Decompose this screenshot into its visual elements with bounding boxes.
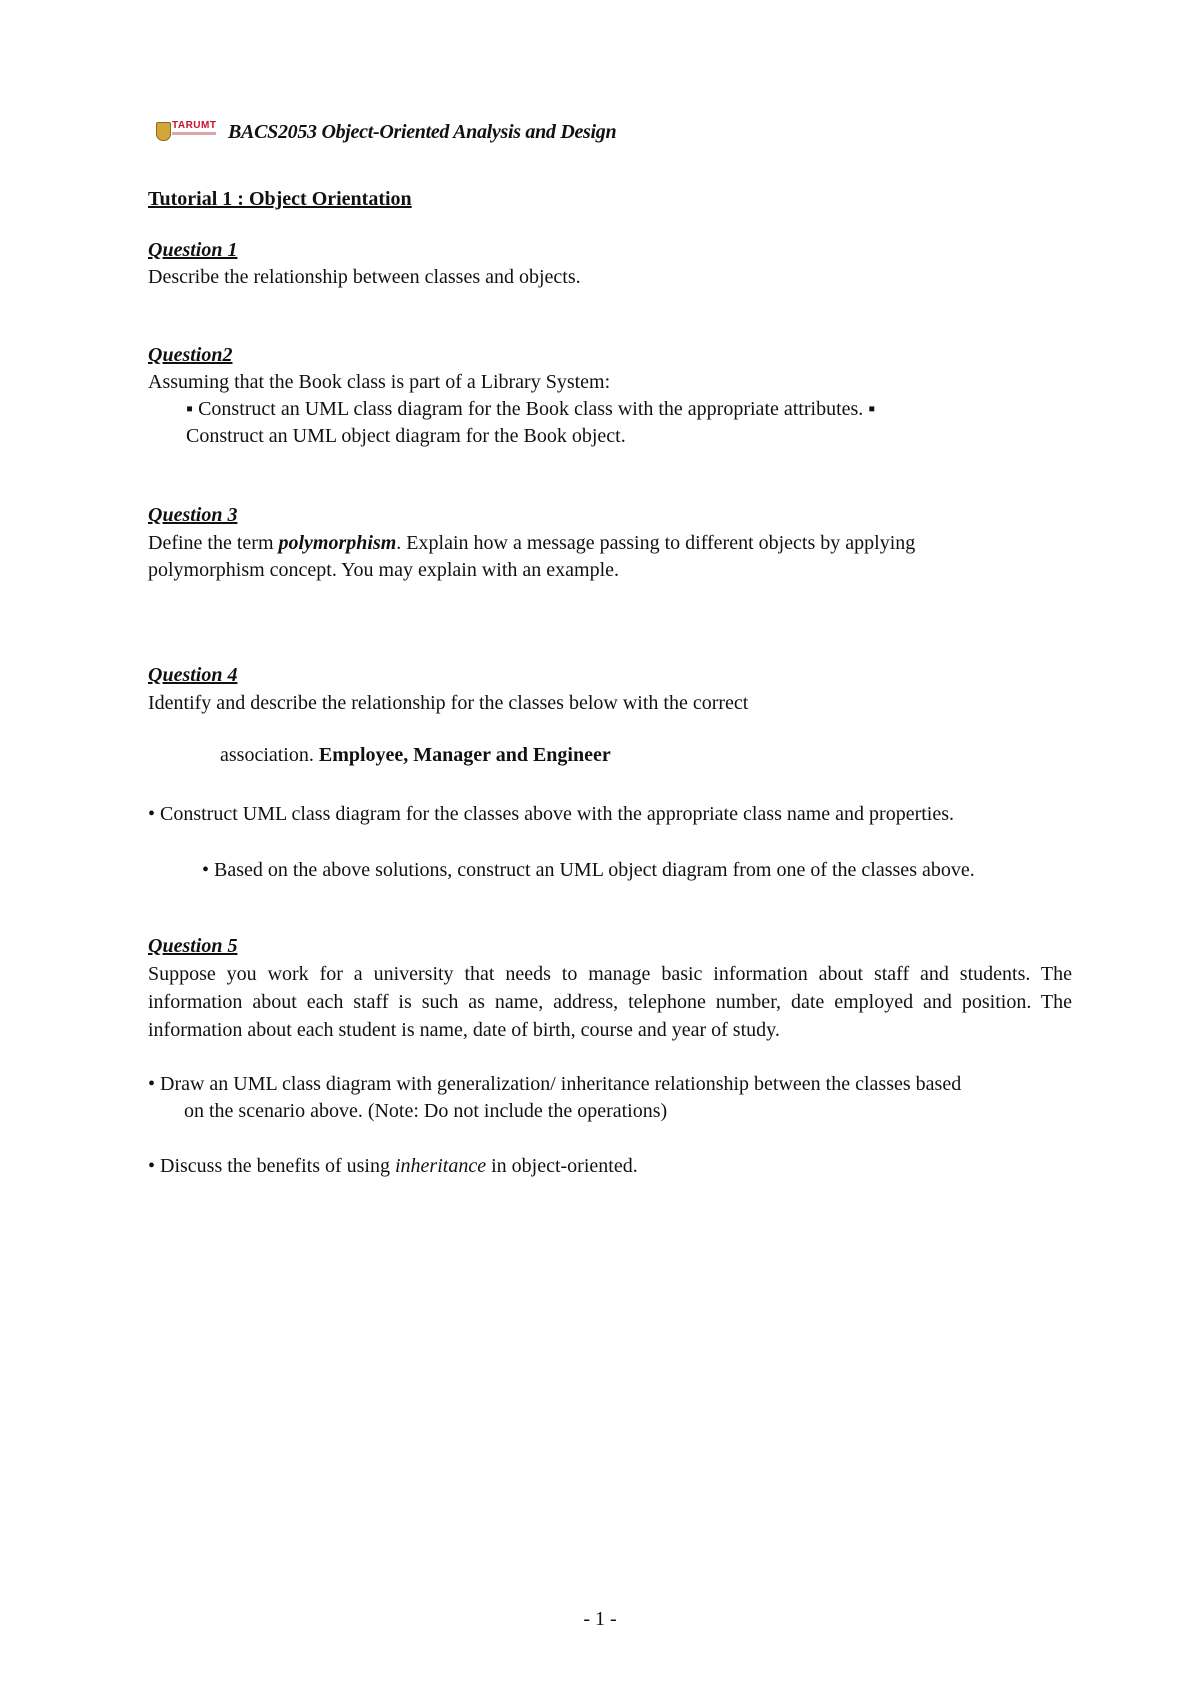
question-1-heading: Question 1 [148,239,238,261]
course-title: BACS2053 Object-Oriented Analysis and Design [228,120,617,143]
question-5-bullet-1-line-2: on the scenario above. (Note: Do not include the operations) [184,1100,668,1122]
question-2-line-2: Construct an UML object diagram for the Book object. [186,425,626,447]
question-5-heading: Question 5 [148,935,238,957]
question-4-classes: Employee, Manager and Engineer [318,744,611,766]
polymorphism-term: polymorphism [278,532,397,554]
question-4-heading: Question 4 [148,664,238,686]
question-2-line-1: ▪ Construct an UML class diagram for the Book class with the appropriate attributes. ▪ [186,398,876,420]
university-logo [154,120,220,144]
page-number: - 1 - [583,1608,617,1630]
question-3-line-1 [148,530,915,556]
question-5-paragraph: Suppose you work for a university that needs to manage basic information about staff and students. The information about each staff is such as name, address, telephone number, date employed and position. The information about each student is name, date of birth, course and year of study. [148,963,1072,1041]
document-header [154,120,616,144]
question-5-bullet-2-post: in object-oriented. [486,1155,638,1177]
question-4-line-2 [220,742,611,768]
question-5-bullet-1-line-1: • Draw an UML class diagram with generalization/ inheritance relationship between the classes based [148,1073,962,1095]
question-3-line-1-pre: Define the term [148,532,279,554]
question-4-line-2-pre: association. [220,744,319,766]
question-4-bullet-1: • Construct UML class diagram for the classes above with the appropriate class name and properties. [148,803,955,825]
question-2-intro: Assuming that the Book class is part of a Library System: [148,371,611,393]
question-1-text: Describe the relationship between classes and objects. [148,266,581,288]
question-3-heading: Question 3 [148,504,238,526]
logo-wordmark: TARUMT [172,120,217,131]
question-2-heading: Question2 [148,344,233,366]
question-5-bullet-2 [148,1153,638,1179]
question-3-line-1-post: . Explain how a message passing to different objects by applying [396,532,916,554]
inheritance-term: inheritance [394,1155,487,1177]
question-4-bullet-2: • Based on the above solutions, construct an UML object diagram from one of the classes above. [202,859,975,881]
logo-shield-icon [156,122,171,141]
question-3-line-2: polymorphism concept. You may explain with an example. [148,559,620,581]
question-4-line-1: Identify and describe the relationship for the classes below with the correct [148,692,749,714]
logo-tagline-bar [172,132,216,135]
tutorial-title: Tutorial 1 : Object Orientation [148,188,412,210]
question-5-bullet-2-pre: • Discuss the benefits of using [148,1155,395,1177]
